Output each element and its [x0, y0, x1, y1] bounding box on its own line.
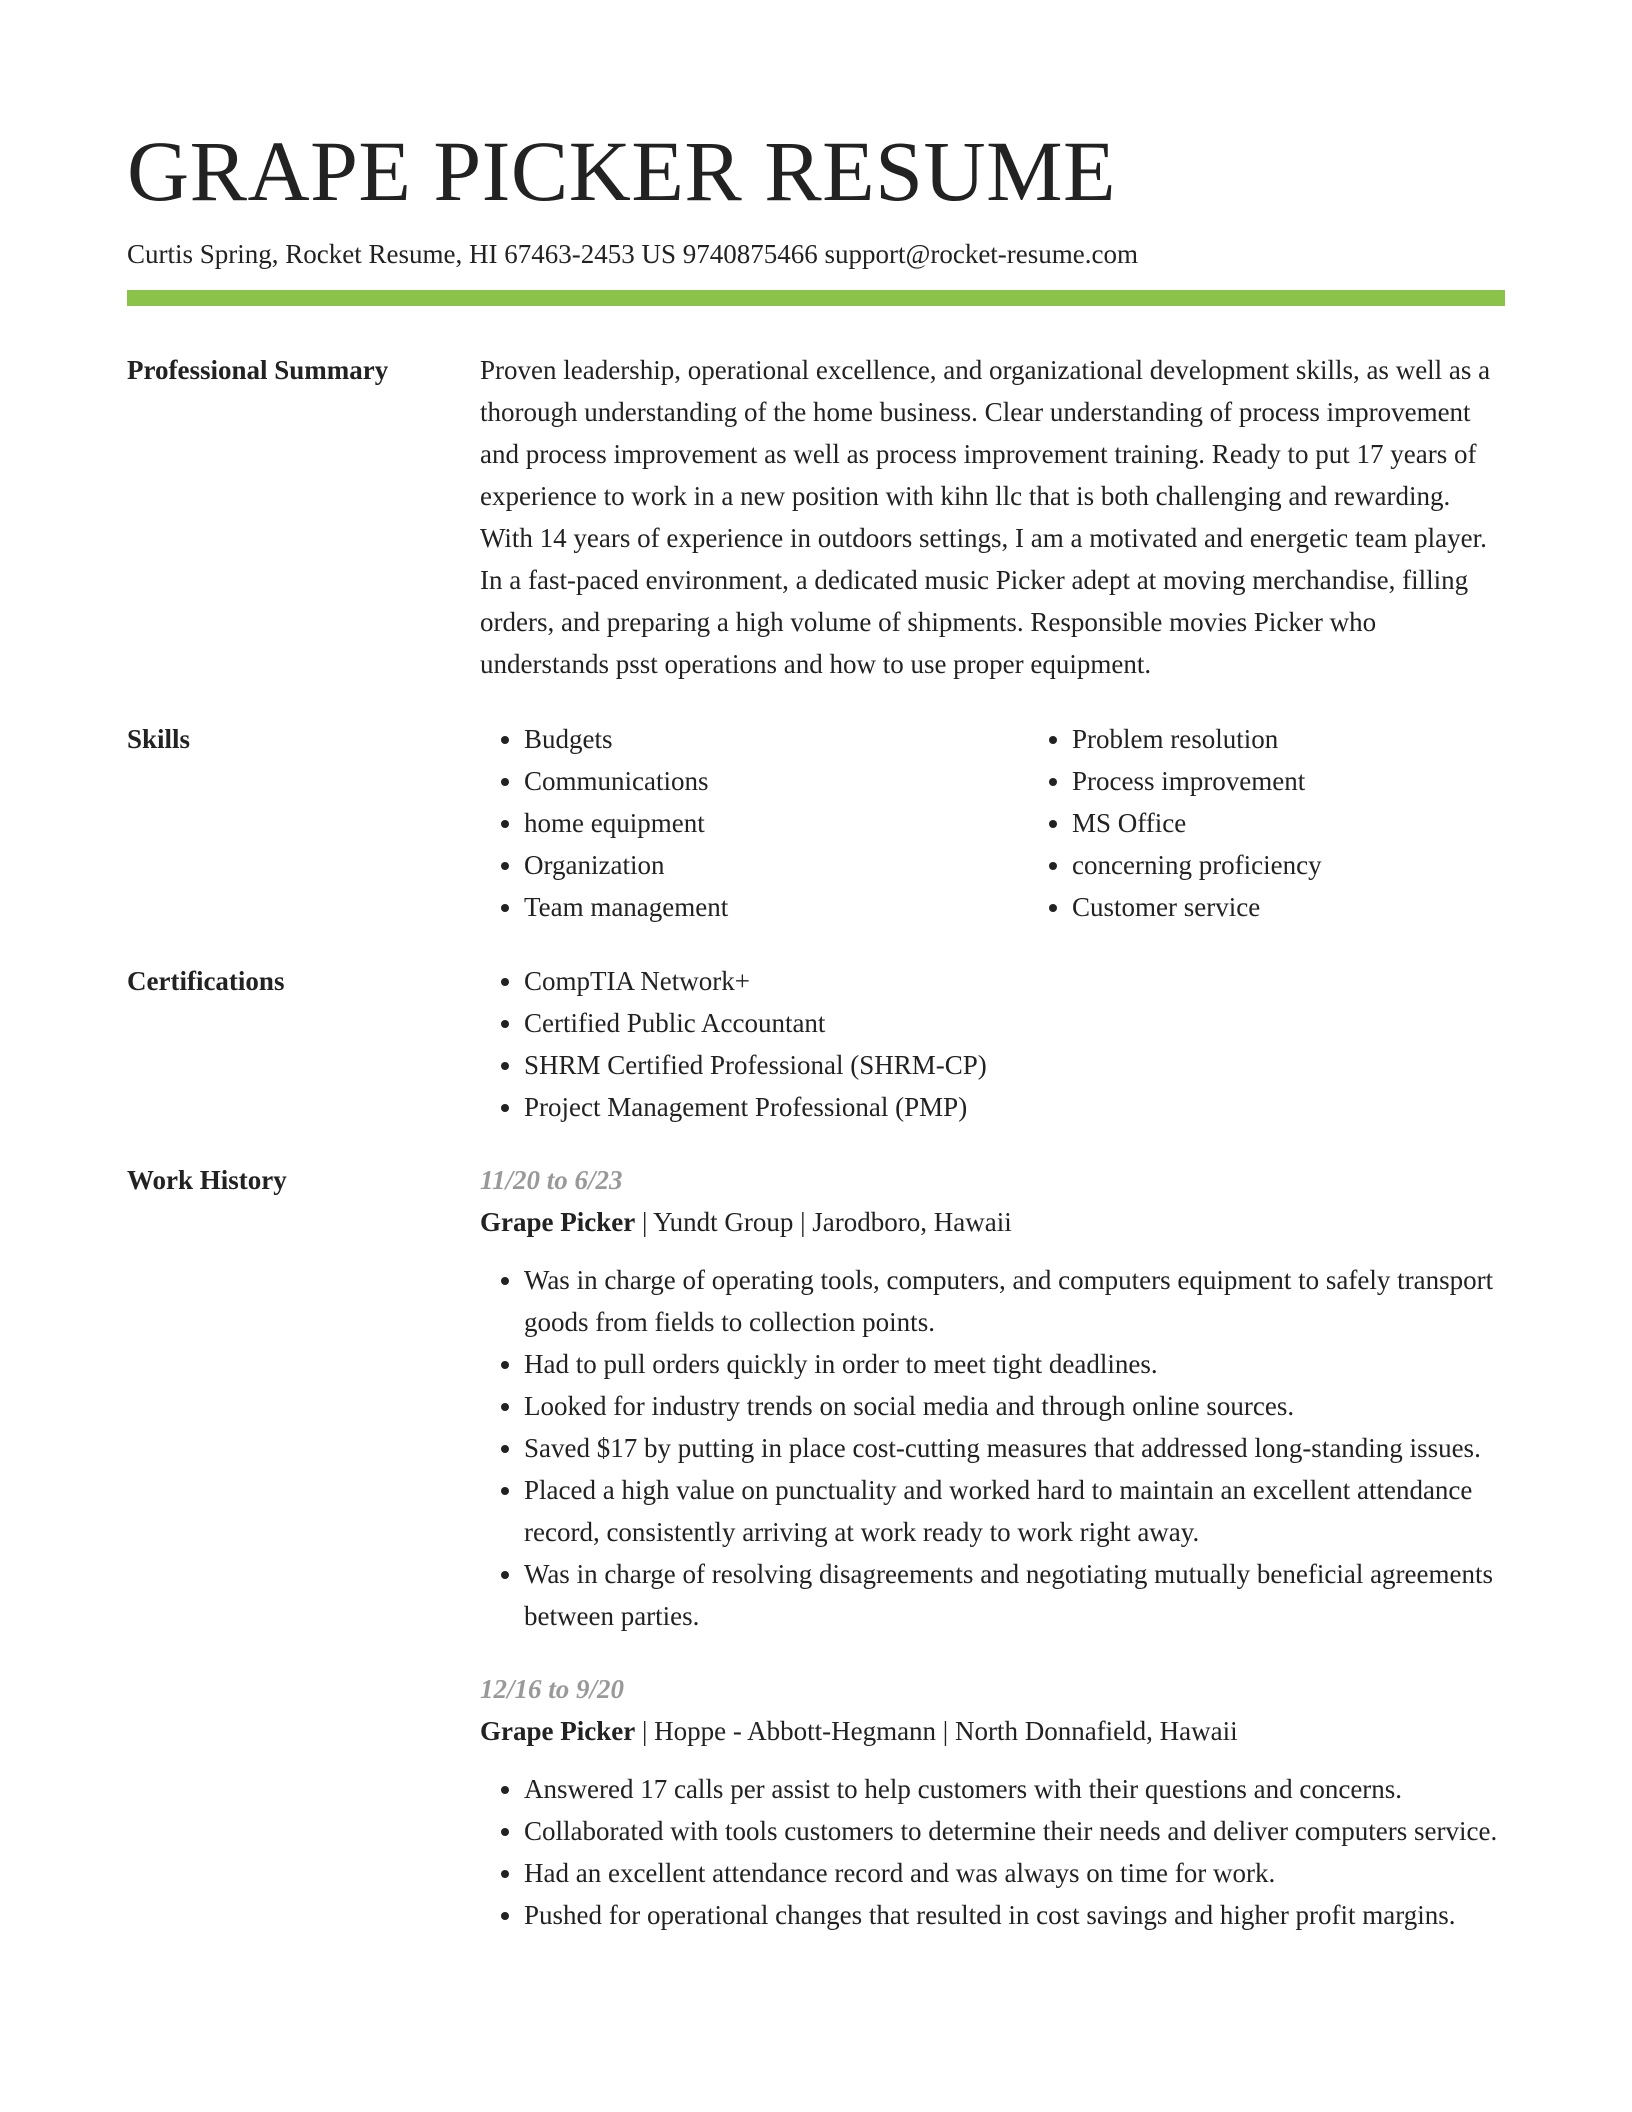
- skill-item: • home equipment: [524, 802, 1028, 844]
- job-details: | Hoppe - Abbott-Hegmann | North Donnafield, Hawaii: [635, 1716, 1238, 1747]
- job-bullet: • Placed a high value on punctuality and worked hard to maintain an excellent attendance record, consistently arriving at work ready to work right away.: [524, 1469, 1505, 1553]
- certifications-heading: Certifications: [127, 966, 285, 997]
- resume-title: GRAPE PICKER RESUME: [127, 123, 1117, 219]
- certification-item: • Project Management Professional (PMP): [524, 1086, 1505, 1128]
- skill-item: • MS Office: [1072, 802, 1576, 844]
- job-bullet: • Was in charge of operating tools, computers, and computers equipment to safely transport goods from fields to collection points.: [524, 1259, 1505, 1343]
- skill-item: • concerning proficiency: [1072, 844, 1576, 886]
- skills-heading: Skills: [127, 724, 191, 755]
- skills-list-right: [1028, 718, 1576, 928]
- job-title: Grape Picker: [480, 1716, 636, 1747]
- job-heading: [480, 1710, 1505, 1752]
- job-bullets: [480, 1768, 1505, 1936]
- skill-item: • Process improvement: [1072, 760, 1576, 802]
- skill-item: • Organization: [524, 844, 1028, 886]
- skill-item: • Budgets: [524, 718, 1028, 760]
- summary-section: [127, 349, 1505, 685]
- resume-page: [127, 110, 1505, 1936]
- work-history-section: [127, 1159, 1505, 1936]
- job-bullet: • Had an excellent attendance record and was always on time for work.: [524, 1852, 1505, 1894]
- job-bullets: [480, 1259, 1505, 1637]
- job-title: Grape Picker: [480, 1207, 636, 1238]
- skill-item: • Problem resolution: [1072, 718, 1576, 760]
- job-bullet: • Was in charge of resolving disagreements and negotiating mutually beneficial agreements between parties.: [524, 1553, 1505, 1637]
- certification-item: • Certified Public Accountant: [524, 1002, 1505, 1044]
- skill-item: • Communications: [524, 760, 1028, 802]
- certifications-section: [127, 960, 1505, 1128]
- skill-item: • Team management: [524, 886, 1028, 928]
- certification-item: • SHRM Certified Professional (SHRM-CP): [524, 1044, 1505, 1086]
- job-bullet: • Had to pull orders quickly in order to meet tight deadlines.: [524, 1343, 1505, 1385]
- job-details: | Yundt Group | Jarodboro, Hawaii: [635, 1207, 1012, 1238]
- job-bullet: • Saved $17 by putting in place cost-cutting measures that addressed long-standing issues.: [524, 1427, 1505, 1469]
- job-bullet: • Collaborated with tools customers to determine their needs and deliver computers service.: [524, 1810, 1505, 1852]
- job-dates: 11/20 to 6/23: [480, 1165, 623, 1196]
- job-entry: [480, 1668, 1505, 1936]
- job-heading: [480, 1201, 1505, 1243]
- job-dates: 12/16 to 9/20: [480, 1674, 625, 1705]
- accent-divider: [127, 290, 1505, 306]
- certification-item: • CompTIA Network+: [524, 960, 1505, 1002]
- skills-section: [127, 718, 1505, 928]
- job-entry: [480, 1159, 1505, 1637]
- summary-text: Proven leadership, operational excellence, and organizational development skills, as well as a thorough understanding of the home business. Clear understanding of process improvement and process improvement as well as process improvement training. Ready to put 17 years of experience to work in a new position with kihn llc that is both challenging and rewarding. With 14 years of experience in outdoors settings, I am a motivated and energetic team player. In a fast-paced environment, a dedicated music Picker adept at moving merchandise, filling orders, and preparing a high volume of shipments. Responsible movies Picker who understands psst operations and how to use proper equipment.: [480, 355, 1491, 680]
- skill-item: • Customer service: [1072, 886, 1576, 928]
- work-history-heading: Work History: [127, 1165, 287, 1196]
- job-bullet: • Pushed for operational changes that resulted in cost savings and higher profit margins.: [524, 1894, 1505, 1936]
- summary-heading: Professional Summary: [127, 355, 389, 386]
- certifications-list: [480, 960, 1505, 1128]
- job-bullet: • Looked for industry trends on social media and through online sources.: [524, 1385, 1505, 1427]
- contact-line: Curtis Spring, Rocket Resume, HI 67463-2453 US 9740875466 support@rocket-resume.com: [127, 239, 1138, 269]
- skills-list-left: [480, 718, 1028, 928]
- job-bullet: • Answered 17 calls per assist to help customers with their questions and concerns.: [524, 1768, 1505, 1810]
